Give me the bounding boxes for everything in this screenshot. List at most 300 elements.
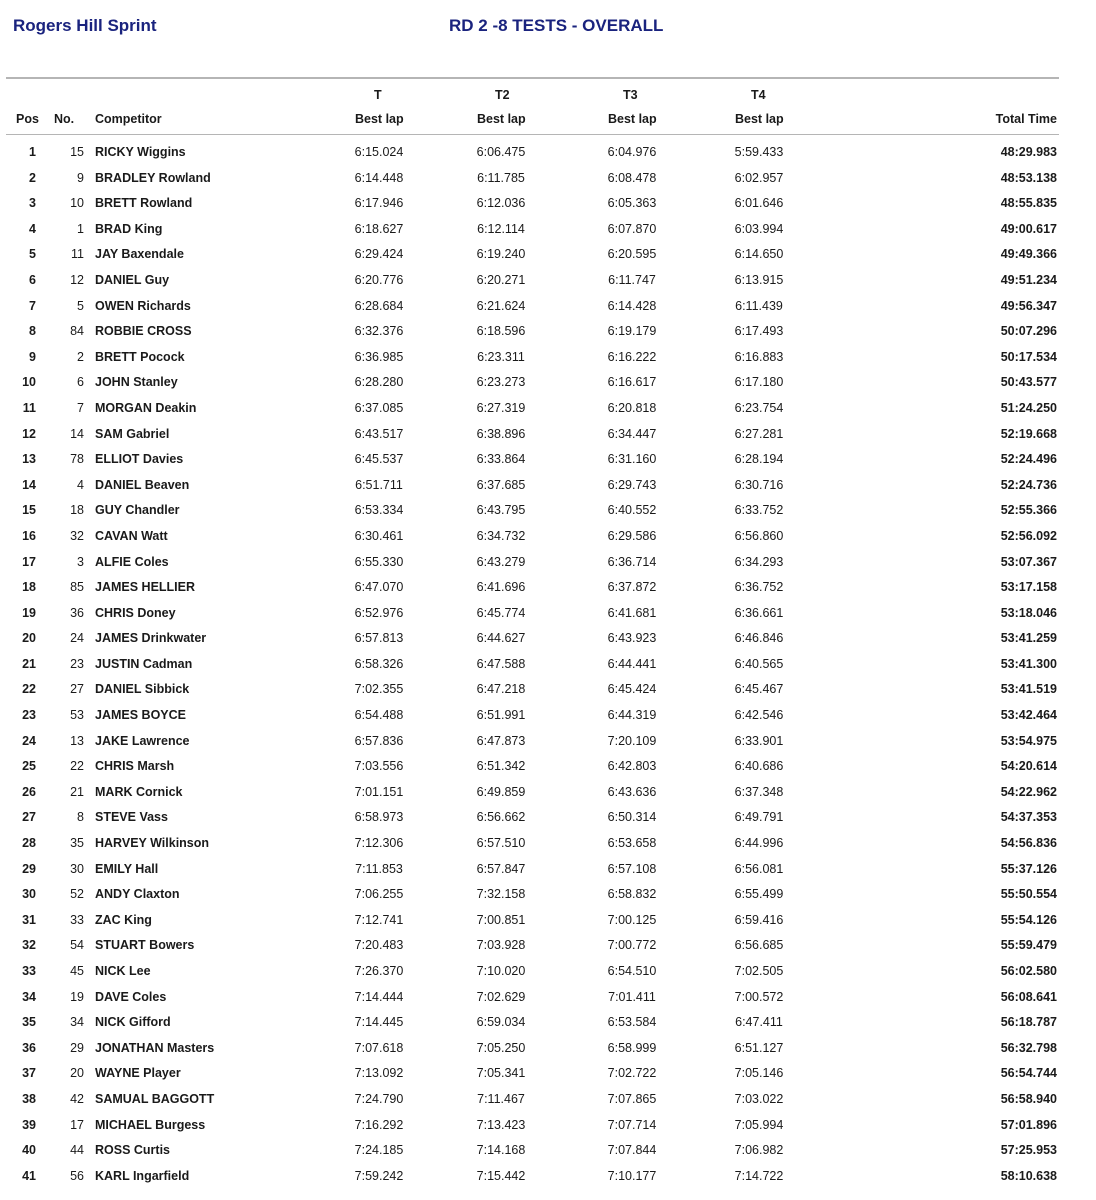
row-number: 5 <box>77 298 84 313</box>
row-competitor: BRADLEY Rowland <box>95 170 211 185</box>
row-number: 84 <box>70 324 84 339</box>
row-t3-best-lap: 6:16.222 <box>607 349 657 364</box>
row-total-time: 49:56.347 <box>1000 298 1057 313</box>
row-total-time: 50:07.296 <box>1000 324 1057 339</box>
row-competitor: WAYNE Player <box>95 1066 181 1081</box>
row-t2-best-lap: 6:44.627 <box>476 631 526 646</box>
table-row <box>0 601 1096 627</box>
table-row <box>0 1164 1096 1190</box>
row-number: 30 <box>70 861 84 876</box>
row-competitor: JAMES HELLIER <box>95 580 196 595</box>
row-competitor: SAMUAL BAGGOTT <box>95 1091 215 1106</box>
row-total-time: 55:37.126 <box>1000 861 1057 876</box>
row-t1-best-lap: 6:51.711 <box>355 477 403 492</box>
row-t4-best-lap: 6:17.180 <box>734 375 784 390</box>
row-t4-best-lap: 7:06.982 <box>734 1143 784 1158</box>
row-total-time: 54:56.836 <box>1000 836 1057 851</box>
table-row <box>0 140 1096 166</box>
row-total-time: 56:08.641 <box>1000 989 1057 1004</box>
row-t2-best-lap: 6:43.279 <box>476 554 526 569</box>
table-row <box>0 319 1096 345</box>
row-competitor: MORGAN Deakin <box>95 400 197 415</box>
row-t2-best-lap: 6:20.271 <box>476 272 526 287</box>
row-total-time: 49:49.366 <box>1000 247 1057 262</box>
row-competitor: JAMES BOYCE <box>95 708 186 723</box>
row-total-time: 48:29.983 <box>1000 145 1057 159</box>
row-t4-best-lap: 6:55.499 <box>734 887 784 902</box>
row-competitor: ANDY Claxton <box>95 887 180 902</box>
row-number: 29 <box>70 1040 84 1055</box>
row-t3-best-lap: 6:43.636 <box>607 784 657 799</box>
row-competitor: DAVE Coles <box>95 989 167 1004</box>
row-t2-best-lap: 6:45.774 <box>476 605 526 620</box>
row-total-time: 48:55.835 <box>1000 196 1057 211</box>
row-number: 22 <box>70 759 84 774</box>
table-row <box>0 1113 1096 1139</box>
table-row <box>0 268 1096 294</box>
row-t4-best-lap: 6:34.293 <box>734 554 784 569</box>
row-t4-best-lap: 6:33.752 <box>734 503 784 518</box>
row-competitor: MARK Cornick <box>95 784 183 799</box>
row-t4-best-lap: 5:59.433 <box>734 145 784 159</box>
event-title: Rogers Hill Sprint <box>13 16 157 35</box>
row-t1-best-lap: 6:45.537 <box>354 452 404 467</box>
row-t3-best-lap: 6:43.923 <box>607 631 657 646</box>
row-total-time: 53:07.367 <box>1000 554 1057 569</box>
row-t1-best-lap: 7:12.306 <box>354 836 404 851</box>
row-t1-best-lap: 7:59.242 <box>354 1168 404 1183</box>
row-t2-best-lap: 6:49.859 <box>476 784 526 799</box>
column-header-t2-sub: Best lap <box>477 112 526 126</box>
row-t1-best-lap: 7:14.444 <box>354 989 404 1004</box>
row-position: 1 <box>29 145 36 159</box>
row-competitor: KARL Ingarfield <box>95 1168 190 1183</box>
row-competitor: NICK Gifford <box>95 1015 171 1030</box>
row-t2-best-lap: 6:11.785 <box>477 170 525 185</box>
table-row <box>0 857 1096 883</box>
row-t1-best-lap: 6:47.070 <box>354 580 404 595</box>
row-total-time: 48:53.138 <box>1000 170 1057 185</box>
row-total-time: 53:41.519 <box>1000 682 1057 697</box>
row-total-time: 53:41.300 <box>1000 656 1057 671</box>
row-competitor: ALFIE Coles <box>95 554 169 569</box>
row-t2-best-lap: 7:14.168 <box>476 1143 526 1158</box>
row-t3-best-lap: 7:10.177 <box>607 1168 657 1183</box>
row-t4-best-lap: 6:27.281 <box>734 426 784 441</box>
row-position: 5 <box>29 247 36 262</box>
row-position: 20 <box>22 631 36 646</box>
row-t3-best-lap: 6:37.872 <box>607 580 657 595</box>
row-position: 7 <box>29 298 36 313</box>
column-header-t4: T4 <box>751 88 766 102</box>
row-t3-best-lap: 6:31.160 <box>607 452 657 467</box>
table-row <box>0 422 1096 448</box>
row-t1-best-lap: 6:58.326 <box>354 656 404 671</box>
row-t4-best-lap: 7:02.505 <box>734 964 784 978</box>
row-t4-best-lap: 6:13.915 <box>734 272 784 287</box>
row-t1-best-lap: 6:37.085 <box>354 400 404 415</box>
row-number: 15 <box>70 145 84 159</box>
row-t1-best-lap: 6:52.976 <box>354 605 404 620</box>
row-number: 27 <box>70 682 84 697</box>
row-t3-best-lap: 6:58.999 <box>607 1040 657 1055</box>
row-t1-best-lap: 6:36.985 <box>354 349 404 364</box>
row-total-time: 56:18.787 <box>1000 1015 1057 1030</box>
row-t1-best-lap: 6:54.488 <box>354 708 404 723</box>
row-total-time: 55:54.126 <box>1000 912 1057 927</box>
row-t3-best-lap: 6:41.681 <box>607 605 657 620</box>
row-t4-best-lap: 6:30.716 <box>734 477 784 492</box>
row-t3-best-lap: 6:04.976 <box>607 145 657 159</box>
row-t1-best-lap: 7:06.255 <box>354 887 404 902</box>
row-t3-best-lap: 7:07.865 <box>607 1091 657 1106</box>
row-position: 17 <box>22 554 36 569</box>
column-header-pos: Pos <box>16 112 39 126</box>
row-t2-best-lap: 6:47.873 <box>476 733 526 748</box>
row-competitor: ROSS Curtis <box>95 1143 171 1158</box>
row-t2-best-lap: 6:33.864 <box>476 452 526 467</box>
row-number: 53 <box>70 708 84 723</box>
row-t2-best-lap: 6:19.240 <box>476 247 526 262</box>
row-t1-best-lap: 7:26.370 <box>354 964 404 978</box>
row-number: 44 <box>70 1143 84 1158</box>
row-t2-best-lap: 6:56.662 <box>476 810 526 825</box>
row-position: 4 <box>29 221 36 236</box>
row-total-time: 52:24.736 <box>1000 477 1057 492</box>
row-t4-best-lap: 6:14.650 <box>734 247 784 262</box>
table-row <box>0 908 1096 934</box>
row-total-time: 54:37.353 <box>1000 810 1057 825</box>
row-competitor: GUY Chandler <box>95 503 180 518</box>
row-position: 15 <box>22 503 36 518</box>
row-number: 24 <box>70 631 84 646</box>
row-competitor: CHRIS Marsh <box>95 759 175 774</box>
row-total-time: 57:01.896 <box>1000 1117 1057 1132</box>
row-total-time: 56:32.798 <box>1000 1040 1057 1055</box>
row-t3-best-lap: 6:14.428 <box>607 298 657 313</box>
row-total-time: 55:59.479 <box>1000 938 1057 953</box>
row-competitor: ELLIOT Davies <box>95 452 184 467</box>
row-position: 11 <box>22 400 36 415</box>
row-t4-best-lap: 6:01.646 <box>734 196 784 211</box>
row-t3-best-lap: 6:20.818 <box>607 400 657 415</box>
row-position: 2 <box>29 170 36 185</box>
table-row <box>0 677 1096 703</box>
row-competitor: DANIEL Guy <box>95 272 170 287</box>
table-row <box>0 1010 1096 1036</box>
row-total-time: 54:22.962 <box>1000 784 1057 799</box>
row-t4-best-lap: 6:03.994 <box>734 221 784 236</box>
table-row <box>0 882 1096 908</box>
row-position: 19 <box>22 605 36 620</box>
row-position: 18 <box>22 580 36 595</box>
row-t2-best-lap: 6:59.034 <box>476 1015 526 1030</box>
row-total-time: 52:24.496 <box>1000 452 1057 467</box>
table-row <box>0 575 1096 601</box>
row-t3-best-lap: 7:02.722 <box>607 1066 657 1081</box>
row-position: 8 <box>29 324 36 339</box>
row-number: 45 <box>70 964 84 978</box>
row-t1-best-lap: 7:24.790 <box>354 1091 404 1106</box>
row-t1-best-lap: 6:15.024 <box>354 145 404 159</box>
row-number: 78 <box>70 452 84 467</box>
table-row <box>0 1036 1096 1062</box>
row-t3-best-lap: 6:53.584 <box>607 1015 657 1030</box>
table-row <box>0 345 1096 371</box>
row-total-time: 53:42.464 <box>1000 708 1057 723</box>
row-competitor: CHRIS Doney <box>95 605 176 620</box>
column-header-t2: T2 <box>495 88 510 102</box>
row-t4-best-lap: 6:28.194 <box>734 452 784 467</box>
row-t4-best-lap: 7:14.722 <box>734 1168 784 1183</box>
row-t1-best-lap: 6:57.813 <box>354 631 404 646</box>
row-total-time: 50:43.577 <box>1000 375 1057 390</box>
table-row <box>0 780 1096 806</box>
row-t1-best-lap: 6:29.424 <box>354 247 404 262</box>
row-t4-best-lap: 6:40.565 <box>734 656 784 671</box>
row-t4-best-lap: 6:56.860 <box>734 528 784 543</box>
row-number: 12 <box>70 272 84 287</box>
row-t2-best-lap: 6:12.036 <box>476 196 526 211</box>
table-row <box>0 652 1096 678</box>
row-t4-best-lap: 7:05.146 <box>734 1066 784 1081</box>
row-t3-best-lap: 6:58.832 <box>607 887 657 902</box>
row-position: 26 <box>22 784 36 799</box>
column-header-t3: T3 <box>623 88 638 102</box>
table-row <box>0 933 1096 959</box>
row-t2-best-lap: 6:06.475 <box>476 145 526 159</box>
row-competitor: DANIEL Sibbick <box>95 682 190 697</box>
row-t4-best-lap: 6:59.416 <box>734 912 784 927</box>
row-t1-best-lap: 6:14.448 <box>354 170 404 185</box>
row-t4-best-lap: 6:36.661 <box>734 605 784 620</box>
row-number: 1 <box>77 221 84 236</box>
row-t1-best-lap: 7:02.355 <box>354 682 404 697</box>
table-row <box>0 550 1096 576</box>
row-t3-best-lap: 6:19.179 <box>607 324 657 339</box>
row-number: 17 <box>70 1117 84 1132</box>
row-total-time: 53:54.975 <box>1000 733 1057 748</box>
row-competitor: STUART Bowers <box>95 938 195 953</box>
row-number: 14 <box>70 426 84 441</box>
row-t2-best-lap: 6:27.319 <box>476 400 526 415</box>
row-t2-best-lap: 6:41.696 <box>476 580 526 595</box>
row-t2-best-lap: 6:57.847 <box>476 861 526 876</box>
row-t2-best-lap: 6:51.342 <box>476 759 526 774</box>
row-t1-best-lap: 6:32.376 <box>354 324 404 339</box>
table-row <box>0 217 1096 243</box>
row-t2-best-lap: 6:38.896 <box>476 426 526 441</box>
row-t2-best-lap: 6:57.510 <box>476 836 526 851</box>
row-competitor: JAY Baxendale <box>95 247 184 262</box>
row-number: 85 <box>70 580 84 595</box>
row-total-time: 53:17.158 <box>1000 580 1057 595</box>
report-title: RD 2 -8 TESTS - OVERALL <box>449 16 664 35</box>
row-t1-best-lap: 6:53.334 <box>354 503 404 518</box>
row-position: 14 <box>22 477 36 492</box>
row-t4-best-lap: 7:00.572 <box>734 989 784 1004</box>
row-number: 6 <box>77 375 84 390</box>
row-number: 36 <box>70 605 84 620</box>
row-t2-best-lap: 7:05.341 <box>476 1066 526 1081</box>
row-position: 25 <box>22 759 36 774</box>
row-t1-best-lap: 7:07.618 <box>354 1040 404 1055</box>
row-t2-best-lap: 7:11.467 <box>477 1091 525 1106</box>
row-t1-best-lap: 6:43.517 <box>354 426 404 441</box>
row-competitor: RICKY Wiggins <box>95 145 186 159</box>
row-t4-best-lap: 6:37.348 <box>734 784 784 799</box>
row-t1-best-lap: 6:28.280 <box>354 375 404 390</box>
row-position: 3 <box>29 196 36 211</box>
row-t3-best-lap: 6:42.803 <box>607 759 657 774</box>
table-row <box>0 524 1096 550</box>
row-number: 34 <box>70 1015 84 1030</box>
row-t2-best-lap: 6:18.596 <box>476 324 526 339</box>
row-t2-best-lap: 7:05.250 <box>476 1040 526 1055</box>
row-position: 36 <box>22 1040 36 1055</box>
row-t4-best-lap: 6:02.957 <box>734 170 784 185</box>
row-number: 2 <box>77 349 84 364</box>
table-row <box>0 729 1096 755</box>
row-position: 12 <box>22 426 36 441</box>
row-t2-best-lap: 7:02.629 <box>476 989 526 1004</box>
table-row <box>0 1061 1096 1087</box>
row-t3-best-lap: 6:07.870 <box>607 221 657 236</box>
row-t4-best-lap: 6:47.411 <box>735 1015 783 1030</box>
row-t3-best-lap: 6:53.658 <box>607 836 657 851</box>
row-position: 31 <box>22 912 36 927</box>
row-competitor: ROBBIE CROSS <box>95 324 192 339</box>
row-t2-best-lap: 7:00.851 <box>476 912 526 927</box>
row-t2-best-lap: 6:12.114 <box>477 221 525 236</box>
row-position: 21 <box>22 656 36 671</box>
row-t4-best-lap: 7:03.022 <box>734 1091 784 1106</box>
row-t3-best-lap: 6:40.552 <box>607 503 657 518</box>
table-row <box>0 1138 1096 1164</box>
row-t1-best-lap: 7:16.292 <box>354 1117 404 1132</box>
row-t2-best-lap: 6:47.588 <box>476 656 526 671</box>
row-competitor: JOHN Stanley <box>95 375 178 390</box>
row-t3-best-lap: 7:01.411 <box>608 989 656 1004</box>
row-position: 33 <box>22 964 36 978</box>
row-number: 3 <box>77 554 84 569</box>
row-t2-best-lap: 6:37.685 <box>476 477 526 492</box>
row-position: 34 <box>22 989 36 1004</box>
table-row <box>0 473 1096 499</box>
column-header-total: Total Time <box>995 112 1057 126</box>
row-number: 52 <box>70 887 84 902</box>
table-row <box>0 959 1096 985</box>
row-t3-best-lap: 6:08.478 <box>607 170 657 185</box>
row-competitor: EMILY Hall <box>95 861 159 876</box>
row-number: 8 <box>77 810 84 825</box>
row-t2-best-lap: 6:23.311 <box>477 349 525 364</box>
row-t4-best-lap: 6:36.752 <box>734 580 784 595</box>
row-t3-best-lap: 7:00.125 <box>607 912 657 927</box>
row-t1-best-lap: 6:18.627 <box>354 221 404 236</box>
row-competitor: JAKE Lawrence <box>95 733 190 748</box>
row-t4-best-lap: 6:46.846 <box>734 631 784 646</box>
row-position: 10 <box>22 375 36 390</box>
table-row <box>0 447 1096 473</box>
row-total-time: 56:58.940 <box>1000 1091 1057 1106</box>
row-position: 39 <box>22 1117 36 1132</box>
row-position: 22 <box>22 682 36 697</box>
row-t1-best-lap: 7:01.151 <box>354 784 404 799</box>
row-position: 35 <box>22 1015 36 1030</box>
row-t2-best-lap: 6:23.273 <box>476 375 526 390</box>
row-number: 20 <box>70 1066 84 1081</box>
row-t1-best-lap: 7:03.556 <box>354 759 404 774</box>
row-t3-best-lap: 6:29.743 <box>607 477 657 492</box>
row-t3-best-lap: 6:16.617 <box>607 375 657 390</box>
row-position: 30 <box>22 887 36 902</box>
row-number: 7 <box>77 400 84 415</box>
row-position: 32 <box>22 938 36 953</box>
row-total-time: 49:51.234 <box>1000 272 1057 287</box>
row-competitor: JAMES Drinkwater <box>95 631 207 646</box>
row-position: 9 <box>29 349 36 364</box>
row-t4-best-lap: 6:42.546 <box>734 708 784 723</box>
table-row <box>0 703 1096 729</box>
row-t2-best-lap: 7:15.442 <box>476 1168 526 1183</box>
table-row <box>0 294 1096 320</box>
row-t3-best-lap: 6:44.441 <box>607 656 657 671</box>
row-t4-best-lap: 6:40.686 <box>734 759 784 774</box>
row-t4-best-lap: 6:33.901 <box>734 733 784 748</box>
row-number: 21 <box>70 784 84 799</box>
row-total-time: 52:56.092 <box>1000 528 1057 543</box>
row-t3-best-lap: 6:50.314 <box>607 810 657 825</box>
row-competitor: SAM Gabriel <box>95 426 170 441</box>
row-total-time: 56:02.580 <box>1000 964 1057 978</box>
row-t1-best-lap: 7:12.741 <box>354 912 404 927</box>
row-t2-best-lap: 6:51.991 <box>476 708 526 723</box>
row-t1-best-lap: 7:14.445 <box>354 1015 404 1030</box>
row-total-time: 53:41.259 <box>1000 631 1057 646</box>
results-table-body <box>0 140 1096 1189</box>
table-row <box>0 805 1096 831</box>
top-divider <box>6 77 1059 79</box>
row-number: 56 <box>70 1168 84 1183</box>
table-row <box>0 242 1096 268</box>
row-position: 38 <box>22 1091 36 1106</box>
row-t4-best-lap: 6:17.493 <box>734 324 784 339</box>
row-competitor: JUSTIN Cadman <box>95 656 193 671</box>
row-t1-best-lap: 6:55.330 <box>354 554 404 569</box>
row-competitor: CAVAN Watt <box>95 528 168 543</box>
row-number: 19 <box>70 989 84 1004</box>
row-position: 37 <box>22 1066 36 1081</box>
row-t2-best-lap: 7:10.020 <box>476 964 526 978</box>
row-t4-best-lap: 6:45.467 <box>734 682 784 697</box>
row-number: 13 <box>70 733 84 748</box>
row-position: 40 <box>22 1143 36 1158</box>
row-t4-best-lap: 6:56.081 <box>734 861 784 876</box>
row-t3-best-lap: 6:29.586 <box>607 528 657 543</box>
row-t2-best-lap: 6:34.732 <box>476 528 526 543</box>
table-row <box>0 498 1096 524</box>
row-number: 54 <box>70 938 84 953</box>
row-t3-best-lap: 6:11.747 <box>608 272 656 287</box>
row-position: 6 <box>29 272 36 287</box>
row-competitor: OWEN Richards <box>95 298 191 313</box>
row-t1-best-lap: 7:20.483 <box>354 938 404 953</box>
row-t4-best-lap: 6:23.754 <box>734 400 784 415</box>
row-t3-best-lap: 6:20.595 <box>607 247 657 262</box>
column-header-competitor: Competitor <box>95 112 162 126</box>
column-header-t3-sub: Best lap <box>608 112 657 126</box>
